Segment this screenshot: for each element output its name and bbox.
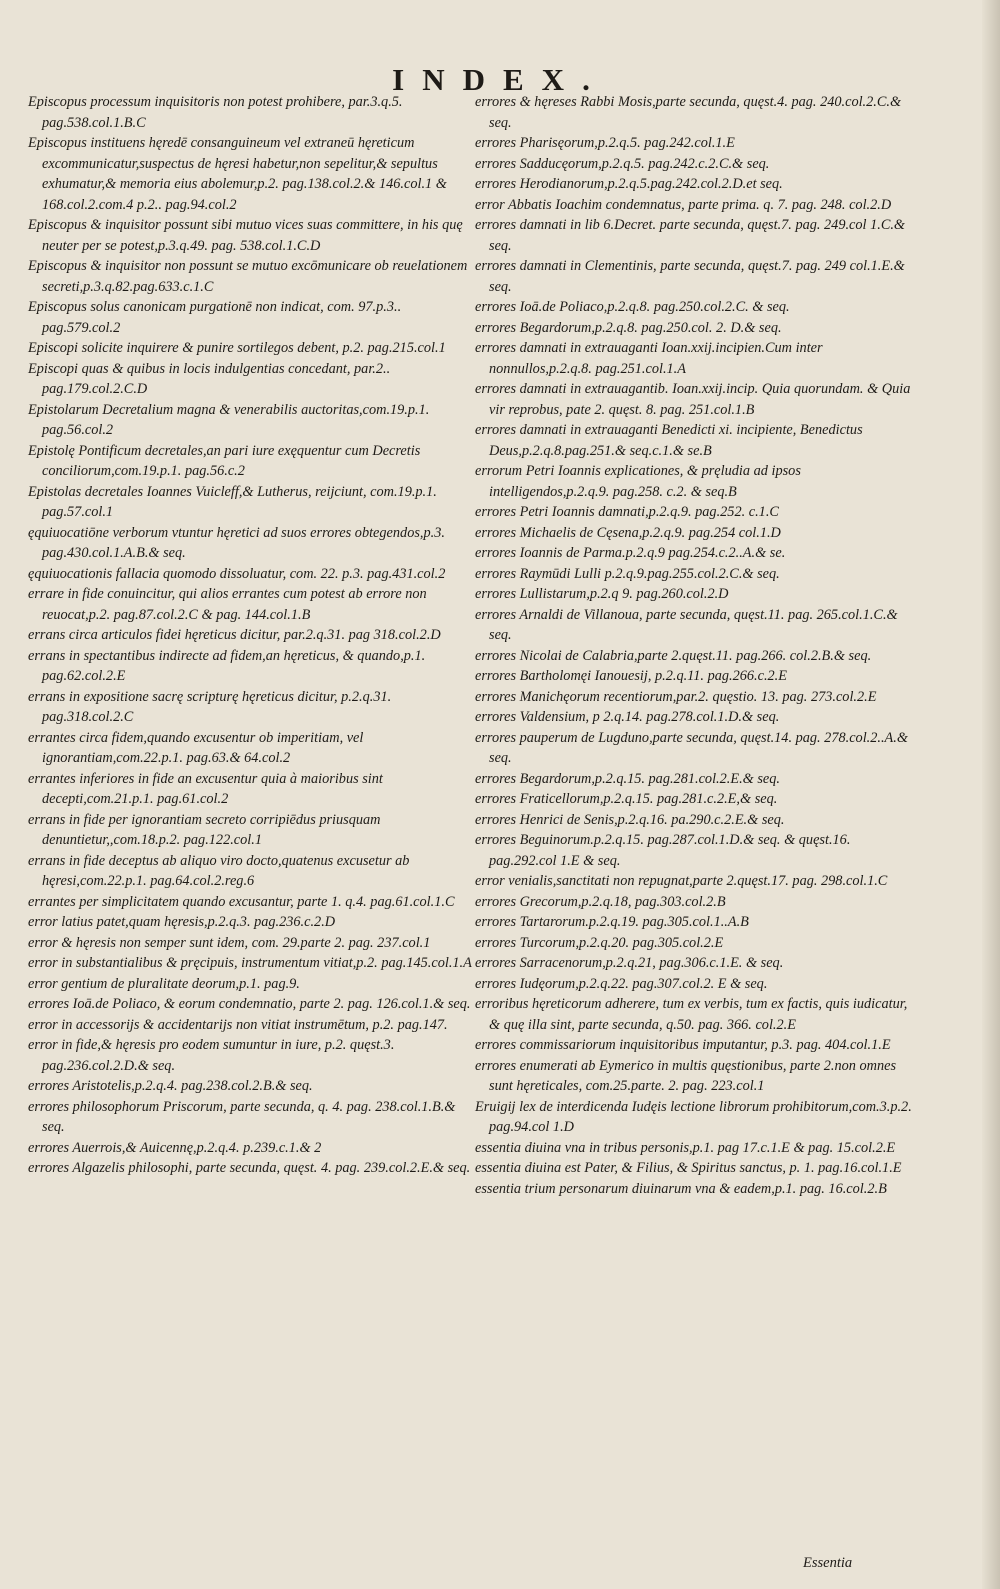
index-entry: errores pauperum de Lugduno,parte secunda, quęst.14. pag. 278.col.2..A.& seq.	[475, 729, 908, 766]
index-entry: error in substantialibus & pręcipuis, instrumentum vitiat,p.2. pag.145.col.1.A	[28, 955, 472, 971]
index-entry: Epistolę Pontificum decretales,an pari iure exęquentur cum Decretis conciliorum,com.19.p.1. pag.56.c.2	[28, 442, 421, 479]
index-entry: essentia diuina est Pater, & Filius, & Spiritus sanctus, p. 1. pag.16.col.1.E	[475, 1160, 902, 1176]
index-entry: Eruigij lex de interdicenda Iudęis lectione librorum prohibitorum,com.3.p.2. pag.94.col 1.D	[475, 1098, 912, 1135]
index-entry: errores Raymūdi Lulli p.2.q.9.pag.255.col.2.C.& seq.	[475, 565, 780, 582]
index-entry: errores Begardorum,p.2.q.8. pag.250.col. 2. D.& seq.	[475, 319, 782, 336]
index-entry: errores Nicolai de Calabria,parte 2.quęst.11. pag.266. col.2.B.& seq.	[475, 647, 872, 664]
index-entry: errores damnati in extrauagantib. Ioan.xxij.incip. Quia quorundam. & Quia vir reprobus, pate 2. quęst. 8. pag. 251.col.1.B	[475, 381, 911, 418]
index-entry: Episcopus & inquisitor non possunt se mutuo excōmunicare ob reuelationem secreti,p.3.q.82.pag.633.c.1.C	[28, 258, 468, 295]
index-entry: error & hęresis non semper sunt idem, com. 29.parte 2. pag. 237.col.1	[28, 934, 431, 951]
index-entry: errantes circa fidem,quando excusentur ob imperitiam, vel ignorantiam,com.22.p.1. pag.63.& 64.col.2	[28, 729, 364, 766]
index-entry: errores commissariorum inquisitoribus imputantur, p.3. pag. 404.col.1.E	[475, 1037, 891, 1053]
index-entry: errores Pharisęorum,p.2.q.5. pag.242.col.1.E	[475, 135, 735, 151]
index-entry: Episcopi quas & quibus in locis indulgentias concedant, par.2.. pag.179.col.2.C.D	[28, 360, 391, 397]
index-entry: Epistolarum Decretalium magna & venerabilis auctoritas,com.19.p.1. pag.56.col.2	[28, 401, 430, 438]
index-entry: errores Fraticellorum,p.2.q.15. pag.281.c.2.E,& seq.	[475, 791, 778, 807]
index-entry: ęquiuocationis fallacia quomodo dissoluatur, com. 22. p.3. pag.431.col.2	[28, 565, 446, 582]
index-entry: errores enumerati ab Eymerico in multis quęstionibus, parte 2.non omnes sunt hęreticales, com.25.parte. 2. pag. 223.col.1	[475, 1057, 897, 1094]
index-entry: errores Iudęorum,p.2.q.22. pag.307.col.2. E & seq.	[475, 975, 768, 992]
index-entry: error gentium de pluralitate deorum,p.1. pag.9.	[28, 975, 300, 992]
index-entry: errores Henrici de Senis,p.2.q.16. pa.290.c.2.E.& seq.	[475, 811, 785, 828]
index-entry: Episcopus instituens hęredē consanguineum vel extraneū hęreticum excommunicatur,suspectus de hęresi habetur,non sepelitur,& sepultus exhumatur,& memoria eius abolетur,p.2. pag.138.col.2.& 146.col.1 & 168.col.2.com.4 p.2.. pag.94.col.2	[28, 135, 447, 213]
index-entry: errores Ioā.de Poliaco, & eorum condemnatio, parte 2. pag. 126.col.1.& seq.	[28, 996, 471, 1012]
index-entry: errores Bartholomęi Ianouesij, p.2.q.11. pag.266.c.2.E	[475, 668, 787, 684]
index-entry: essentia diuina vna in tribus personis,p.1. pag 17.c.1.E & pag. 15.col.2.E	[475, 1139, 896, 1156]
index-entry: errores Manichęorum recentiorum,par.2. quęstio. 13. pag. 273.col.2.E	[475, 688, 877, 705]
index-entry: errare in fide conuincitur, qui alios errantes cum potest ab errore non reuocat,p.2. pag.87.col.2.C & pag. 144.col.1.B	[28, 586, 427, 623]
index-entry: errores Algazelis philosophi, parte secunda, quęst. 4. pag. 239.col.2.E.& seq.	[28, 1160, 471, 1176]
index-column-right	[475, 92, 920, 1199]
index-entry: errores damnati in extrauaganti Benedicti xi. incipiente, Benedictus Deus,p.2.q.8.pag.251.& seq.c.1.& se.B	[475, 422, 863, 459]
index-entry: Epistolas decretales Ioannes Vuicleff,& Lutherus, reijciunt, com.19.p.1. pag.57.col.1	[28, 483, 437, 520]
index-entry: errores Auerrois,& Auicennę,p.2.q.4. p.239.c.1.& 2	[28, 1139, 322, 1156]
index-column-left	[28, 92, 473, 1179]
index-entry: errores damnati in lib 6.Decret. parte secunda, quęst.7. pag. 249.col 1.C.& seq.	[475, 217, 906, 254]
index-entry: error venialis,sanctitati non repugnat,parte 2.quęst.17. pag. 298.col.1.C	[475, 873, 888, 889]
index-entry: errores Turcorum,p.2.q.20. pag.305.col.2.E	[475, 934, 724, 951]
index-entry: errores philosophorum Priscorum, parte secunda, q. 4. pag. 238.col.1.B.& seq.	[28, 1098, 456, 1135]
index-entry: errans in fide per ignorantiam secreto corripiēdus priusquam denuntietur,,com.18.p.2. pag.122.col.1	[28, 811, 381, 848]
index-entry: errores Lullistarum,p.2.q 9. pag.260.col.2.D	[475, 586, 729, 602]
index-entry: errores damnati in Clementinis, parte secunda, quęst.7. pag. 249 col.1.E.& seq.	[475, 258, 905, 295]
index-entry: errores Tartarorum.p.2.q.19. pag.305.col.1..A.B	[475, 914, 749, 930]
index-entry: errores Sadducęorum,p.2.q.5. pag.242.c.2.C.& seq.	[475, 155, 770, 172]
page-edge	[982, 0, 1000, 1589]
index-entry: error latius patet,quam hęresis,p.2.q.3. pag.236.c.2.D	[28, 914, 336, 930]
index-entry: Episcopi solicite inquirere & punire sortilegos debent, p.2. pag.215.col.1	[28, 340, 446, 356]
index-entry: errores Sarracenorum,p.2.q.21, pag.306.c.1.E. & seq.	[475, 955, 784, 971]
index-entry: error Abbatis Ioachim condemnatus, parte prima. q. 7. pag. 248. col.2.D	[475, 196, 892, 213]
index-entry: errans in spectantibus indirecte ad fidem,an hęreticus, & quando,p.1. pag.62.col.2.E	[28, 647, 426, 684]
catchword: Essentia	[803, 1555, 853, 1571]
index-entry: Episcopus & inquisitor possunt sibi mutuo vices suas committere, in his quę neuter per se potest,p.3.q.49. pag. 538.col.1.C.D	[28, 217, 463, 254]
index-entry: errores Begardorum,p.2.q.15. pag.281.col.2.E.& seq.	[475, 770, 780, 787]
index-entry: ęquiuocatiōne verborum vtuntur hęretici ad suos errores obtegendos,p.3. pag.430.col.1.A.B.& seq.	[28, 524, 445, 561]
index-entry: errans in expositione sacrę scripturę hęreticus dicitur, p.2.q.31. pag.318.col.2.C	[28, 688, 392, 725]
index-entry: errores Herodianorum,p.2.q.5.pag.242.col.2.D.et seq.	[475, 176, 783, 192]
index-entry: essentia trium personarum diuinarum vna & eadem,p.1. pag. 16.col.2.B	[475, 1180, 887, 1197]
index-entry: errans in fide deceptus ab aliquo viro docto,quatenus excusetur ab hęresi,com.22.p.1. pag.64.col.2.reg.6	[28, 852, 410, 889]
index-entry: errores Ioannis de Parma.p.2.q.9 pag.254.c.2..A.& se.	[475, 545, 786, 561]
index-entry: errores Grecorum,p.2.q.18, pag.303.col.2.B	[475, 893, 726, 910]
page-title: INDEX.	[392, 62, 608, 97]
index-entry: errans circa articulos fidei hęreticus dicitur, par.2.q.31. pag 318.col.2.D	[28, 627, 441, 643]
index-entry: errantes inferiores in fide an excusentur quia à maioribus sint decepti,com.21.p.1. pag.61.col.2	[28, 770, 383, 807]
index-entry: errores Beguinorum.p.2.q.15. pag.287.col.1.D.& seq. & quęst.16. pag.292.col 1.E & seq.	[475, 832, 851, 869]
index-entry: erroribus hęreticorum adherere, tum ex verbis, tum ex factis, quis iudicatur, & quę illa sint, parte secunda, q.50. pag. 366. col.2.E	[475, 996, 908, 1033]
index-entry: errores Aristotelis,p.2.q.4. pag.238.col.2.B.& seq.	[28, 1078, 313, 1094]
index-entry: errores damnati in extrauaganti Ioan.xxij.incipien.Cum inter nonnullos,p.2.q.8. pag.251.col.1.A	[475, 340, 823, 377]
index-entry: errorum Petri Ioannis explicationes, & pręludia ad ipsos intelligendos,p.2.q.9. pag.258. c.2. & seq.B	[475, 463, 801, 500]
index-entry: errores & hęreses Rabbi Mosis,parte secunda, quęst.4. pag. 240.col.2.C.& seq.	[475, 94, 902, 131]
index-entry: Episcopus processum inquisitoris non potest prohibere, par.3.q.5. pag.538.col.1.B.C	[28, 94, 403, 131]
index-entry: errores Arnaldi de Villanoua, parte secunda, quęst.11. pag. 265.col.1.C.& seq.	[475, 606, 898, 643]
index-entry: Episcopus solus canonicam purgationē non indicat, com. 97.p.3.. pag.579.col.2	[28, 299, 402, 336]
index-entry: errores Michaelis de Cęsena,p.2.q.9. pag.254 col.1.D	[475, 524, 781, 541]
index-entry: errores Valdensium, p 2.q.14. pag.278.col.1.D.& seq.	[475, 709, 780, 725]
index-entry: errantes per simplicitatem quando excusantur, parte 1. q.4. pag.61.col.1.C	[28, 893, 455, 910]
index-entry: error in accessorijs & accidentarijs non vitiat instrumētum, p.2. pag.147.	[28, 1016, 448, 1033]
index-entry: error in fide,& hęresis pro eodem sumuntur in iure, p.2. quęst.3. pag.236.col.2.D.& seq.	[28, 1037, 395, 1074]
index-entry: errores Petri Ioannis damnati,p.2.q.9. pag.252. c.1.C	[475, 504, 779, 520]
index-entry: errores Ioā.de Poliaco,p.2.q.8. pag.250.col.2.C. & seq.	[475, 299, 790, 315]
